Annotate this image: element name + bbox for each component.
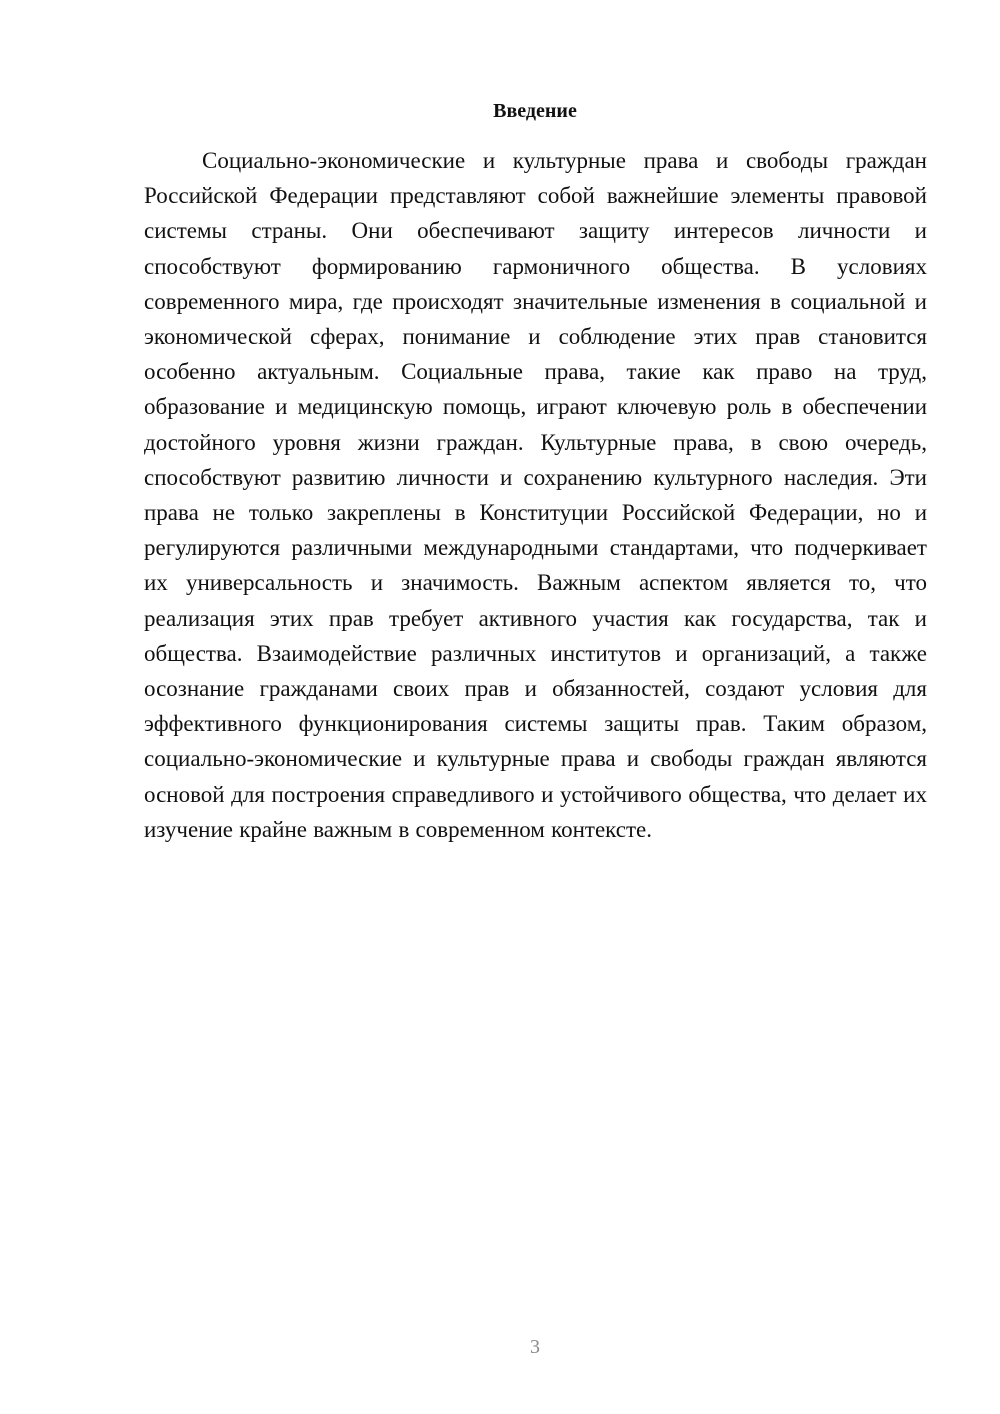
body-paragraph: Социально-экономические и культурные права и свободы граждан Российской Федерации представляют собой важнейшие элементы правовой системы страны. Они обеспечивают защиту интересов личности и способствуют формированию гармоничного общества. В условиях современного мира, где происходят значительные изменения в социальной и экономической сферах, понимание и соблюдение этих прав становится особенно актуальным. Социальные права, такие как право на труд, образование и медицинскую помощь, играют ключевую роль в обеспечении достойного уровня жизни граждан. Культурные права, в свою очередь, способствуют развитию личности и сохранению культурного наследия. Эти права не только закреплены в Конституции Российской Федерации, но и регулируются различными международными стандартами, что подчеркивает их универсальность и значимость. Важным аспектом является то, что реализация этих прав требует активного участия как государства, так и общества. Взаимодействие различных институтов и организаций, а также осознание гражданами своих прав и обязанностей, создают условия для эффективного функционирования системы защиты прав. Таким образом, социально-экономические и культурные права и свободы граждан являются основой для построения справедливого и устойчивого общества, что делает их изучение крайне важным в современном контексте. <box>144 148 927 842</box>
page-number: 3 <box>530 1336 540 1358</box>
section-heading: Введение <box>493 100 577 122</box>
